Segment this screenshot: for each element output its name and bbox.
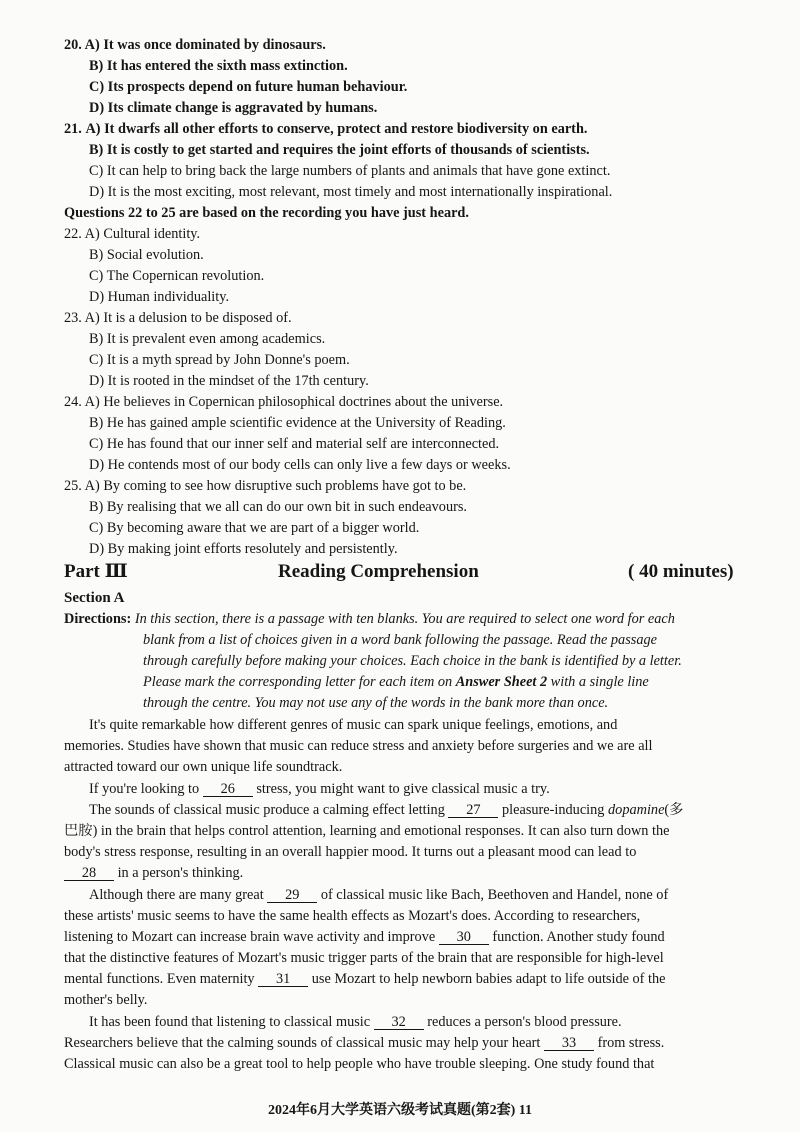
option-c: C) Its prospects depend on future human behaviour. xyxy=(89,79,408,95)
option-b: B) He has gained ample scientific evidence at the University of Reading. xyxy=(89,415,506,431)
option-c: C) The Copernican revolution. xyxy=(89,268,265,284)
passage-line: Classical music can also be a great tool to help people who have trouble sleeping. One study found that xyxy=(64,1056,655,1072)
passage-text: in a person's thinking. xyxy=(117,865,244,881)
question-number: 25. xyxy=(64,478,82,494)
option-d: D) He contends most of our body cells can only live a few days or weeks. xyxy=(89,457,511,473)
option-a: A) It was once dominated by dinosaurs. xyxy=(84,37,326,53)
passage-line xyxy=(64,928,665,947)
passage-line xyxy=(89,886,668,905)
option-b: B) It is prevalent even among academics. xyxy=(89,331,326,347)
passage-line: 巴胺) in the brain that helps control attention, learning and emotional responses. It can also turn down the xyxy=(64,823,670,839)
passage-text: pleasure-inducing xyxy=(502,802,605,818)
directions-line-3: through carefully before making your choices. Each choice in the bank is identified by a letter. xyxy=(143,653,682,669)
option-d: D) Its climate change is aggravated by humans. xyxy=(89,100,378,116)
option-c: C) By becoming aware that we are part of a bigger world. xyxy=(89,520,420,536)
passage-line: It's quite remarkable how different genres of music can spark unique feelings, emotions, and xyxy=(89,717,618,733)
passage-line xyxy=(64,970,666,989)
passage-text: listening to Mozart can increase brain wave activity and improve xyxy=(64,929,436,945)
passage-text: dopamine xyxy=(608,802,665,818)
passage-text: use Mozart to help newborn babies adapt to life outside of the xyxy=(311,971,666,987)
option-a: A) He believes in Copernican philosophical doctrines about the universe. xyxy=(84,394,504,410)
option-b: B) It is costly to get started and requires the joint efforts of thousands of scientists. xyxy=(89,142,590,158)
blank-29[interactable]: 29 xyxy=(267,888,317,903)
passage-text: function. Another study found xyxy=(492,929,665,945)
option-d: D) It is rooted in the mindset of the 17th century. xyxy=(89,373,369,389)
directions-text: Please mark the corresponding letter for each item on xyxy=(143,674,456,690)
directions-line-4 xyxy=(143,673,649,692)
passage-line: body's stress response, resulting in an overall happier mood. It turns out a pleasant mood can lead to xyxy=(64,844,637,860)
option-a: A) It dwarfs all other efforts to conserve, protect and restore biodiversity on earth. xyxy=(85,121,588,137)
question-25 xyxy=(64,477,466,496)
question-number: 20. xyxy=(64,37,82,53)
option-b: B) Social evolution. xyxy=(89,247,204,263)
directions-line-1 xyxy=(64,610,675,629)
question-23 xyxy=(64,309,292,328)
page-footer: 2024年6月大学英语六级考试真题(第2套) 11 xyxy=(267,1103,533,1118)
question-number: 21. xyxy=(64,121,82,137)
passage-text: reduces a person's blood pressure. xyxy=(427,1014,622,1030)
option-c: C) It can help to bring back the large numbers of plants and animals that have gone extinct. xyxy=(89,163,611,179)
directions-line-5: through the centre. You may not use any of the words in the bank more than once. xyxy=(143,695,609,711)
directions-line-2: blank from a list of choices given in a word bank following the passage. Read the passage xyxy=(143,632,657,648)
option-c: C) It is a myth spread by John Donne's poem. xyxy=(89,352,350,368)
blank-32[interactable]: 32 xyxy=(374,1015,424,1030)
option-d: D) Human individuality. xyxy=(89,289,230,305)
passage-line: that the distinctive features of Mozart's music trigger parts of the brain that are responsible for high-level xyxy=(64,950,664,966)
option-a: A) Cultural identity. xyxy=(84,226,201,242)
answer-sheet-ref: Answer Sheet 2 xyxy=(455,674,548,690)
part-time: ( 40 minutes) xyxy=(628,561,734,582)
blank-31[interactable]: 31 xyxy=(258,972,308,987)
directions-label: Directions: xyxy=(64,611,132,627)
passage-text: (多 xyxy=(664,802,684,818)
directions-text: In this section, there is a passage with ten blanks. You are required to select one word for each xyxy=(134,611,675,627)
passage-text: If you're looking to xyxy=(89,781,200,797)
option-d: D) It is the most exciting, most relevant, most timely and most internationally inspirational. xyxy=(89,184,613,200)
blank-30[interactable]: 30 xyxy=(439,930,489,945)
passage-line xyxy=(89,1013,622,1032)
question-21 xyxy=(64,120,587,139)
question-number: 24. xyxy=(64,394,82,410)
option-a: A) By coming to see how disruptive such problems have got to be. xyxy=(84,478,467,494)
passage-text: of classical music like Bach, Beethoven and Handel, none of xyxy=(320,887,669,903)
blank-26[interactable]: 26 xyxy=(203,782,253,797)
section-title: Section A xyxy=(64,590,125,606)
passage-text: The sounds of classical music produce a calming effect letting xyxy=(89,802,445,818)
passage-text: Researchers believe that the calming sounds of classical music may help your heart xyxy=(64,1035,541,1051)
questions-header: Questions 22 to 25 are based on the recording you have just heard. xyxy=(64,205,469,221)
question-20 xyxy=(64,36,326,55)
blank-28[interactable]: 28 xyxy=(64,866,114,881)
passage-line: these artists' music seems to have the same health effects as Mozart's does. According to researchers, xyxy=(64,908,641,924)
option-b: B) By realising that we all can do our own bit in such endeavours. xyxy=(89,499,467,515)
passage-text: It has been found that listening to classical music xyxy=(89,1014,371,1030)
passage-line xyxy=(64,1034,664,1053)
passage-line: memories. Studies have shown that music can reduce stress and anxiety before surgeries and we are all xyxy=(64,738,653,754)
question-22 xyxy=(64,225,200,244)
blank-33[interactable]: 33 xyxy=(544,1036,594,1051)
blank-27[interactable]: 27 xyxy=(448,803,498,818)
passage-line: attracted toward our own unique life soundtrack. xyxy=(64,759,343,775)
part-label: Part Ⅲ xyxy=(64,561,128,582)
passage-text: stress, you might want to give classical music a try. xyxy=(256,781,550,797)
passage-text: from stress. xyxy=(597,1035,665,1051)
question-24 xyxy=(64,393,503,412)
option-c: C) He has found that our inner self and material self are interconnected. xyxy=(89,436,500,452)
option-b: B) It has entered the sixth mass extinction. xyxy=(89,58,348,74)
passage-line xyxy=(89,801,683,820)
option-a: A) It is a delusion to be disposed of. xyxy=(84,310,292,326)
passage-line xyxy=(89,780,550,799)
question-number: 22. xyxy=(64,226,82,242)
option-d: D) By making joint efforts resolutely and persistently. xyxy=(89,541,398,557)
passage-line xyxy=(64,864,243,883)
passage-line: mother's belly. xyxy=(64,992,148,1008)
part-title: Reading Comprehension xyxy=(278,561,479,582)
passage-text: Although there are many great xyxy=(89,887,264,903)
question-number: 23. xyxy=(64,310,82,326)
passage-text: mental functions. Even maternity xyxy=(64,971,255,987)
directions-text: with a single line xyxy=(547,674,649,690)
